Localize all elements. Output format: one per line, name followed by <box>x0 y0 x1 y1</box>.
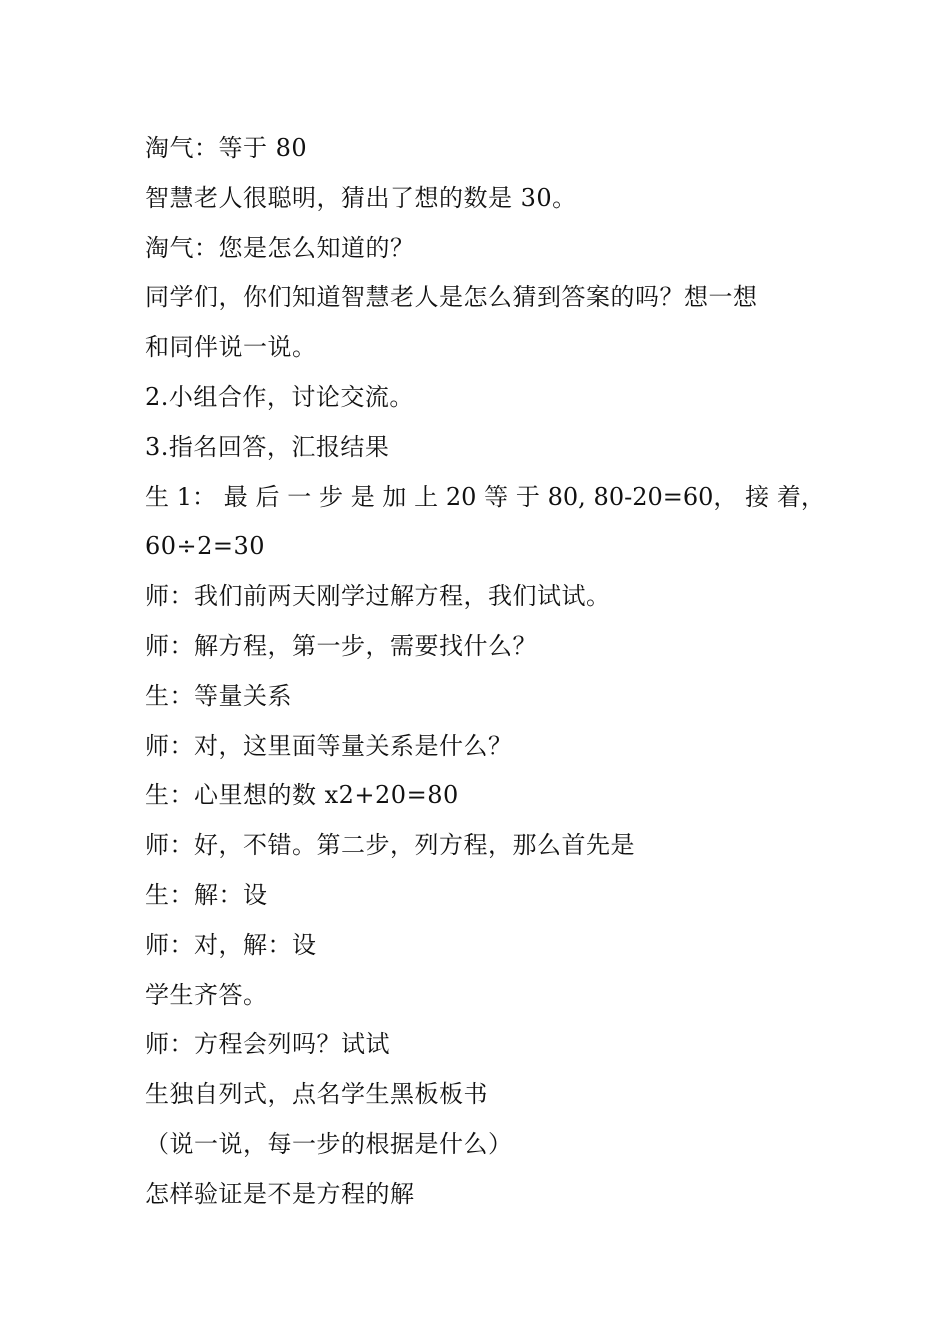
text-line: 淘气：等于 80 <box>145 134 308 162</box>
justified-token: 80-20=60， <box>593 482 738 511</box>
text-line: 学生齐答。 <box>145 980 268 1009</box>
justified-token: 步 <box>318 482 343 511</box>
text-line: 师：好，不错。第二步，列方程，那么首先是 <box>145 831 635 860</box>
text-line: 师：我们前两天刚学过解方程，我们试试。 <box>145 582 611 611</box>
document-body <box>145 124 825 1220</box>
text-line: 生：解：设 <box>145 880 268 909</box>
text-line: 淘气：您是怎么知道的？ <box>145 233 415 262</box>
justified-token: 一 <box>287 482 312 511</box>
justified-token: 最 <box>223 482 248 511</box>
text-line: （说一说，每一步的根据是什么） <box>145 1129 513 1158</box>
justified-token: 1： <box>176 482 217 511</box>
justified-token: 上 <box>414 482 439 511</box>
justified-token: 着， <box>776 482 825 511</box>
justified-token: 生 <box>145 482 169 511</box>
text-line: 和同伴说一说。 <box>145 333 317 362</box>
text-line: 生：心里想的数 x2+20=80 <box>145 781 459 810</box>
justified-token: 20 <box>445 482 477 511</box>
text-line: 60÷2=30 <box>145 532 266 561</box>
justified-token: 等 <box>484 482 509 511</box>
text-line: 怎样验证是不是方程的解 <box>145 1179 415 1208</box>
justified-token: 80, <box>547 482 586 511</box>
text-line: 师：对，这里面等量关系是什么？ <box>145 731 513 760</box>
justified-token: 是 <box>350 482 375 511</box>
text-line: 师：对，解：设 <box>145 930 317 959</box>
text-line: 同学们，你们知道智慧老人是怎么猜到答案的吗？想一想 <box>145 283 758 312</box>
text-line: 智慧老人很聪明，猜出了想的数是 30。 <box>145 183 577 212</box>
justified-token: 加 <box>382 482 407 511</box>
justified-token: 后 <box>255 482 280 511</box>
text-line: 2.小组合作，讨论交流。 <box>145 382 414 411</box>
justified-text-line <box>145 473 825 523</box>
text-line: 生独自列式，点名学生黑板板书 <box>145 1080 488 1109</box>
text-line: 师：解方程，第一步，需要找什么？ <box>145 631 537 660</box>
justified-token: 接 <box>745 482 770 511</box>
text-line: 生：等量关系 <box>145 681 292 710</box>
text-line: 师：方程会列吗？试试 <box>145 1030 390 1059</box>
text-line: 3.指名回答，汇报结果 <box>145 432 390 461</box>
justified-token: 于 <box>515 482 540 511</box>
